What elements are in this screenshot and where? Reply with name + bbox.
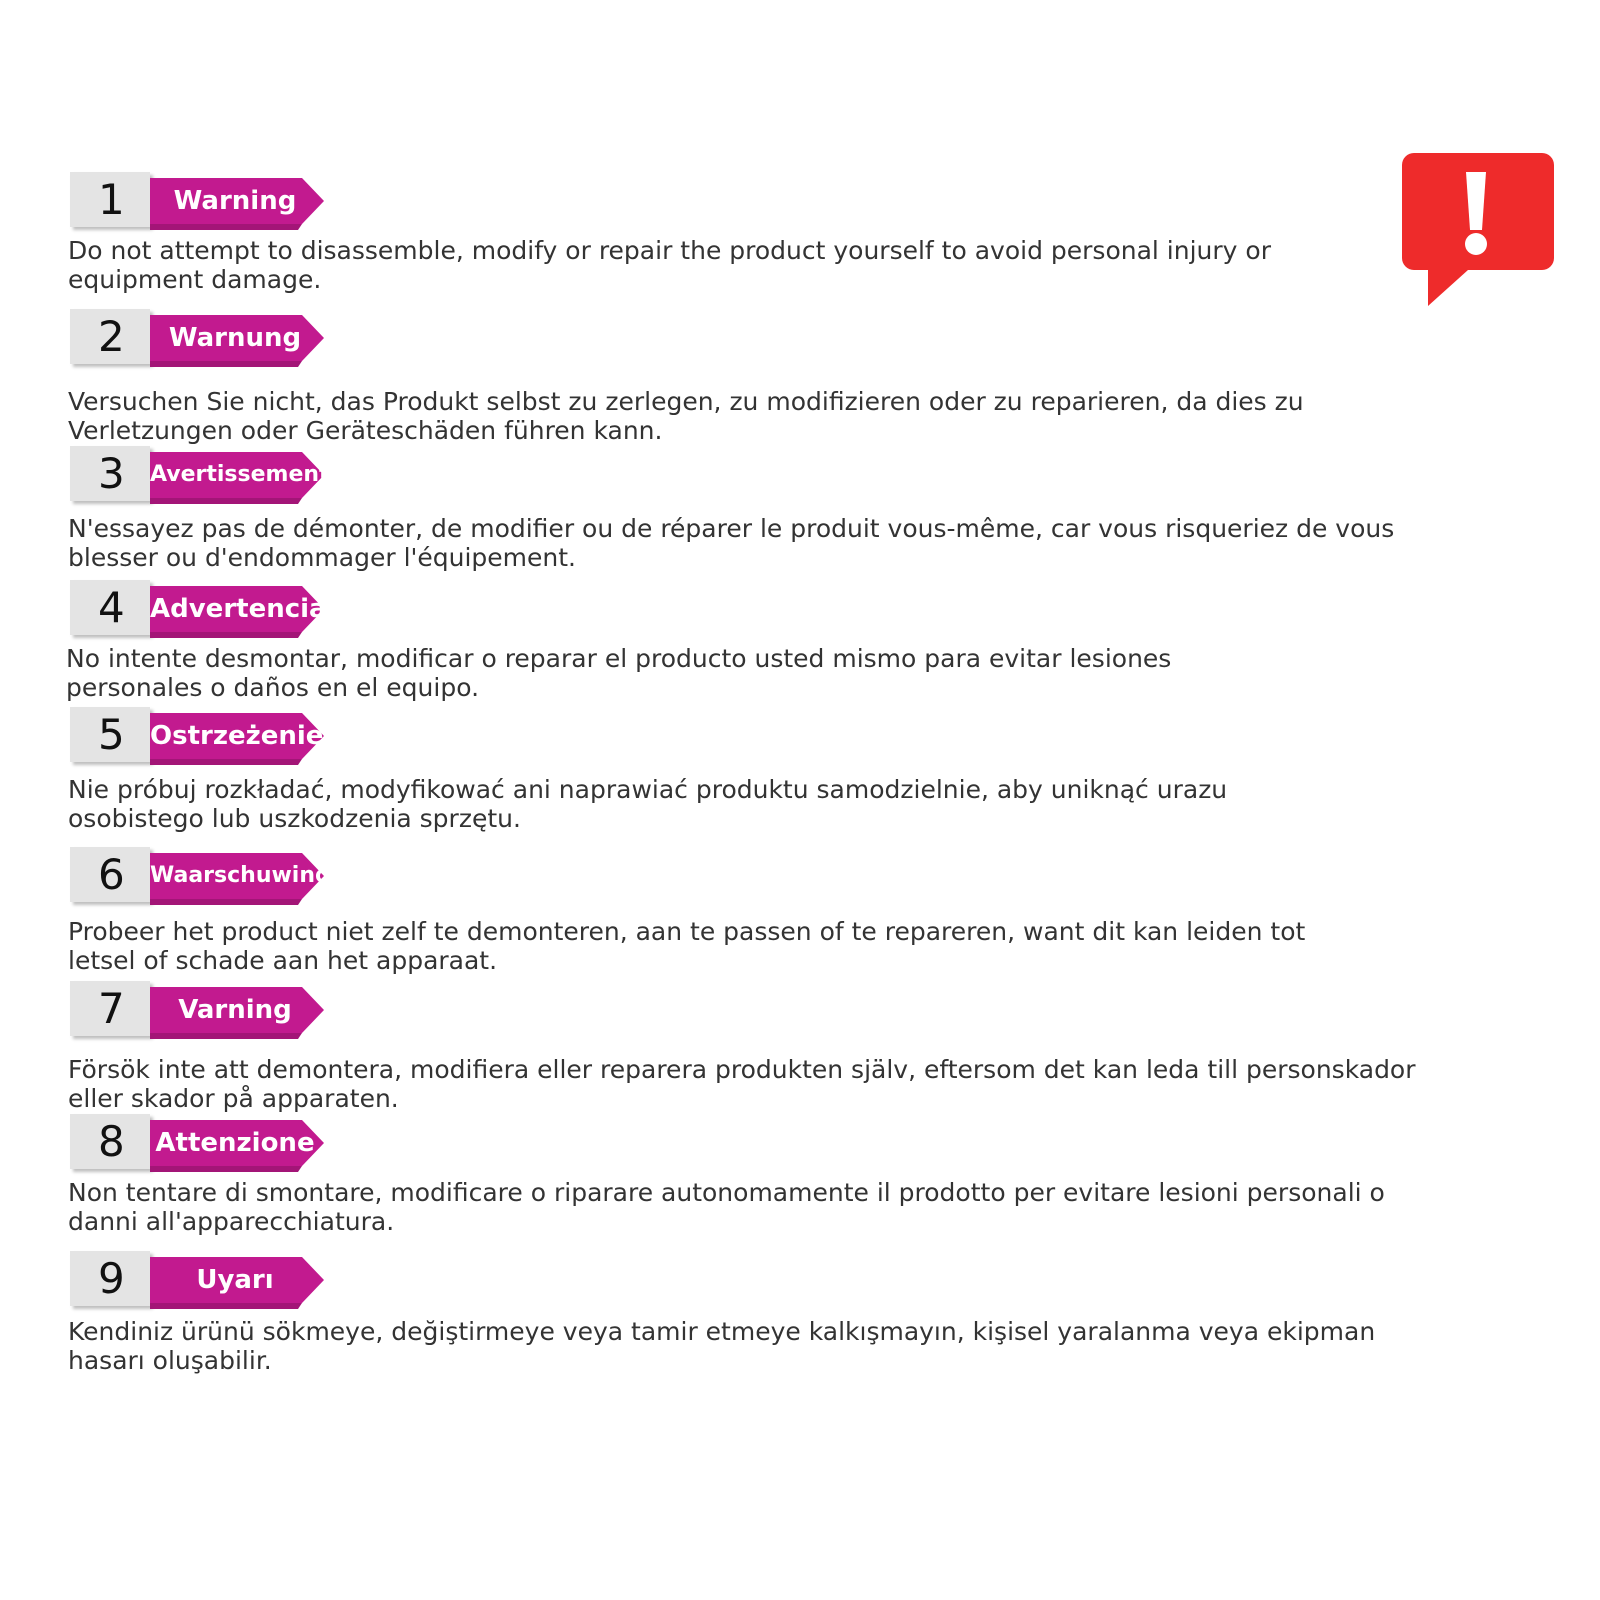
item-number: 1 (70, 172, 150, 227)
item-number: 9 (70, 1251, 150, 1306)
warning-text-line: eller skador på apparaten. (68, 1084, 399, 1113)
warning-text (68, 1317, 1408, 1375)
warning-item-6 (68, 845, 1408, 975)
language-label-tag (150, 987, 330, 1041)
warning-text-line: Probeer het product niet zelf te demonteren, aan te passen of te repareren, want dit kan leiden tot (68, 917, 1306, 946)
language-label-tag (150, 452, 330, 506)
warning-text-line: personales o daños en el equipo. (66, 673, 480, 702)
warning-item-1 (68, 170, 1408, 294)
item-number: 3 (70, 446, 150, 501)
warning-text-line: Nie próbuj rozkładać, modyfikować ani naprawiać produktu samodzielnie, aby uniknąć urazu (68, 775, 1228, 804)
language-label: Uyarı (196, 1265, 274, 1295)
warning-text-line: Non tentare di smontare, modificare o riparare autonomamente il prodotto per evitare lesioni personali o (68, 1178, 1385, 1207)
warning-text-line: blesser ou d'endommager l'équipement. (68, 543, 577, 572)
warning-item-3 (68, 444, 1408, 572)
warning-badge (68, 444, 334, 506)
warning-item-5 (68, 705, 1408, 833)
warning-badge (68, 170, 334, 232)
exclamation-speech-bubble-icon (1400, 150, 1556, 310)
language-label: Warning (173, 186, 297, 216)
warning-badge (68, 1112, 334, 1174)
warning-text-line: Versuchen Sie nicht, das Produkt selbst zu zerlegen, zu modifizieren oder zu reparieren, da dies zu (68, 387, 1304, 416)
warning-badge (68, 578, 334, 640)
warning-text-line: No intente desmontar, modificar o reparar el producto usted mismo para evitar lesiones (66, 644, 1172, 673)
language-label: Attenzione (155, 1128, 315, 1158)
language-label: Waarschuwing (150, 863, 331, 888)
warning-text-line: Kendiniz ürünü sökmeye, değiştirmeye veya tamir etmeye kalkışmayın, kişisel yaralanma veya ekipman (68, 1317, 1376, 1346)
warning-text-line: Do not attempt to disassemble, modify or repair the product yourself to avoid personal injury or (68, 236, 1271, 265)
warning-text (68, 514, 1408, 572)
warning-badge (68, 1249, 334, 1311)
warning-item-9 (68, 1249, 1408, 1375)
warning-text-line: danni all'apparecchiatura. (68, 1207, 395, 1236)
warning-item-4 (68, 578, 1408, 702)
warning-text (66, 644, 1408, 702)
language-label-tag (150, 1257, 330, 1311)
language-label: Varning (178, 995, 292, 1025)
warning-text (68, 387, 1408, 445)
warning-text (68, 775, 1408, 833)
warning-text-line: osobistego lub uszkodzenia sprzętu. (68, 804, 521, 833)
language-label: Avertissement (150, 462, 330, 487)
warning-text-line: letsel of schade aan het apparaat. (68, 946, 498, 975)
language-label-tag (150, 853, 330, 907)
language-label: Ostrzeżenie (150, 721, 324, 751)
warning-badge (68, 979, 334, 1041)
item-number: 6 (70, 847, 150, 902)
warning-item-8 (68, 1112, 1408, 1236)
warning-text (68, 1178, 1408, 1236)
language-label-tag (150, 1120, 330, 1174)
item-number: 5 (70, 707, 150, 762)
warning-badge (68, 307, 334, 369)
warning-badge (68, 845, 334, 907)
warning-text-line: equipment damage. (68, 265, 322, 294)
warning-text-line: hasarı oluşabilir. (68, 1346, 272, 1375)
warning-text (68, 917, 1408, 975)
item-number: 4 (70, 580, 150, 635)
warning-badge (68, 705, 334, 767)
item-number: 8 (70, 1114, 150, 1169)
item-number: 2 (70, 309, 150, 364)
language-label-tag (150, 178, 330, 232)
warning-text-line: N'essayez pas de démonter, de modifier ou de réparer le produit vous-même, car vous risqueriez de vous (68, 514, 1395, 543)
warning-text (68, 236, 1408, 294)
warning-item-2 (68, 307, 1408, 445)
language-label-tag (150, 586, 330, 640)
warning-text-line: Försök inte att demontera, modifiera eller reparera produkten själv, eftersom det kan leda till personskador (68, 1055, 1416, 1084)
warning-item-7 (68, 979, 1416, 1113)
item-number: 7 (70, 981, 150, 1036)
warning-text-line: Verletzungen oder Geräteschäden führen kann. (68, 416, 663, 445)
language-label-tag (150, 315, 330, 369)
language-label: Warnung (168, 323, 302, 353)
language-label-tag (150, 713, 330, 767)
warning-text (68, 1055, 1416, 1113)
language-label: Advertencia (150, 594, 327, 624)
